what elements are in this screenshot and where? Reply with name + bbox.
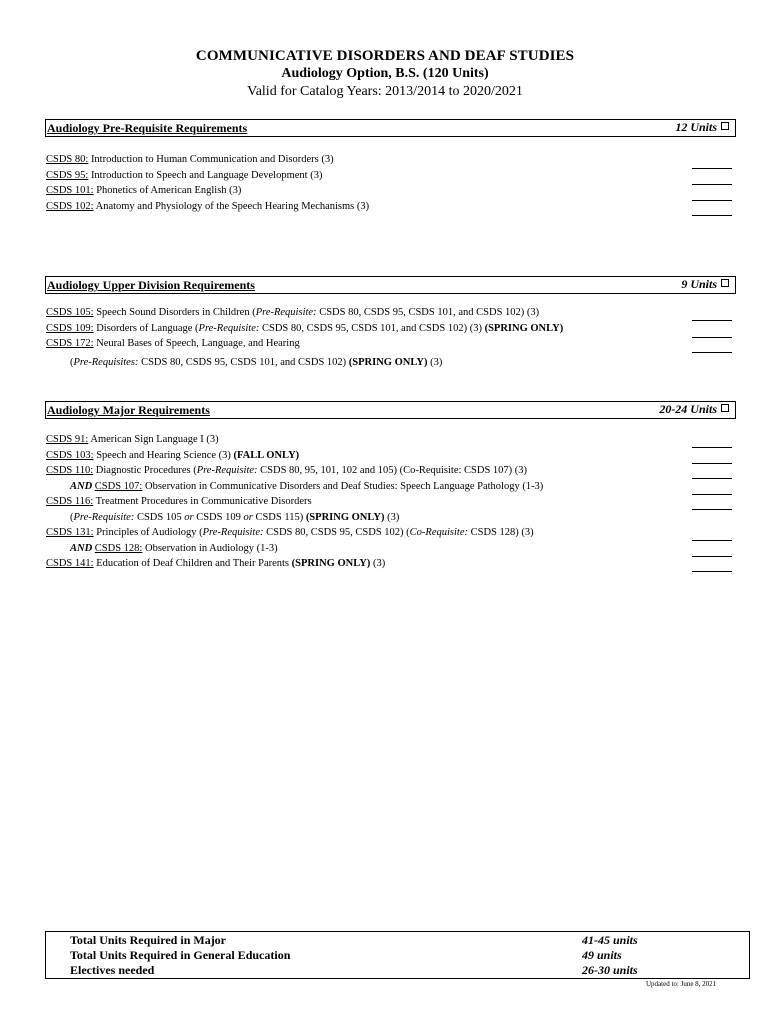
course-csds-102: CSDS 102: Anatomy and Physiology of the Speech Hearing Mechanisms (3) — [46, 200, 370, 212]
upper-checkbox[interactable] — [721, 279, 729, 287]
course-csds-103: CSDS 103: Speech and Hearing Science (3) (FALL ONLY) — [46, 449, 300, 461]
grade-blank[interactable] — [692, 352, 732, 353]
grade-blank[interactable] — [692, 509, 732, 510]
catalog-years: Valid for Catalog Years: 2013/2014 to 2020/2021 — [247, 84, 523, 99]
grade-blank[interactable] — [692, 571, 732, 572]
grade-blank[interactable] — [692, 447, 732, 448]
course-csds-141: CSDS 141: Education of Deaf Children and Their Parents (SPRING ONLY) (3) — [46, 558, 386, 569]
total-ge-value: 49 units — [582, 948, 622, 962]
major-units: 20-24 Units — [659, 402, 729, 417]
total-major-value: 41-45 units — [582, 933, 638, 947]
prereq-section-title: Audiology Pre-Requisite Requirements — [47, 121, 248, 135]
course-csds-105: CSDS 105: Speech Sound Disorders in Children (Pre-Requisite: CSDS 80, CSDS 95, CSDS 101, and CSDS 102) (3) — [46, 307, 540, 318]
grade-blank[interactable] — [692, 184, 732, 185]
major-checkbox[interactable] — [721, 404, 729, 412]
major-section-header — [45, 401, 736, 419]
course-csds-116-prereq: (Pre-Requisite: CSDS 105 or CSDS 109 or CSDS 115) (SPRING ONLY) (3) — [70, 511, 400, 523]
grade-blank[interactable] — [692, 337, 732, 338]
title-block — [0, 47, 770, 101]
grade-blank[interactable] — [692, 168, 732, 169]
electives-label: Electives needed — [70, 963, 155, 977]
course-csds-107: AND CSDS 107: Observation in Communicative Disorders and Deaf Studies: Speech Language Pathology (1-3) — [70, 480, 544, 492]
upper-units: 9 Units — [681, 277, 729, 292]
department-title: COMMUNICATIVE DISORDERS AND DEAF STUDIES — [195, 48, 575, 64]
course-csds-109: CSDS 109: Disorders of Language (Pre-Requisite: CSDS 80, CSDS 95, CSDS 101, and CSDS 102) (3) (SPRING ONLY) — [46, 322, 564, 334]
major-course-list — [46, 432, 686, 572]
course-csds-128: AND CSDS 128: Observation in Audiology (1-3) — [70, 542, 278, 554]
course-csds-172: CSDS 172: Neural Bases of Speech, Language, and Hearing — [46, 338, 300, 349]
prereq-units: 12 Units — [675, 120, 729, 135]
course-csds-91: CSDS 91: American Sign Language I (3) — [46, 434, 219, 445]
major-section-title: Audiology Major Requirements — [47, 403, 210, 417]
course-csds-116: CSDS 116: Treatment Procedures in Communicative Disorders — [46, 496, 312, 507]
upper-section-header — [45, 276, 736, 294]
grade-blank[interactable] — [692, 215, 732, 216]
prereq-section-header — [45, 119, 736, 137]
electives-value: 26-30 units — [582, 963, 638, 977]
upper-course-list — [46, 305, 686, 370]
grade-blank[interactable] — [692, 494, 732, 495]
total-major-label: Total Units Required in Major — [70, 933, 227, 947]
program-title: Audiology Option, B.S. (120 Units) — [281, 66, 489, 81]
upper-section-title: Audiology Upper Division Requirements — [47, 278, 255, 292]
totals-box — [45, 931, 750, 979]
course-csds-80: CSDS 80: Introduction to Human Communication and Disorders (3) — [46, 154, 334, 165]
course-csds-131: CSDS 131: Principles of Audiology (Pre-Requisite: CSDS 80, CSDS 95, CSDS 102) (Co-Requisite: CSDS 128) (3) — [46, 527, 534, 538]
grade-blank[interactable] — [692, 320, 732, 321]
grade-blank[interactable] — [692, 463, 732, 464]
prereq-checkbox[interactable] — [721, 122, 729, 130]
total-ge-label: Total Units Required in General Education — [70, 948, 291, 962]
course-csds-101: CSDS 101: Phonetics of American English (3) — [46, 185, 242, 196]
course-csds-95: CSDS 95: Introduction to Speech and Language Development (3) — [46, 169, 323, 181]
prereq-course-list — [46, 152, 686, 214]
grade-blank[interactable] — [692, 540, 732, 541]
grade-blank[interactable] — [692, 478, 732, 479]
grade-blank[interactable] — [692, 200, 732, 201]
course-csds-172-prereq: (Pre-Requisites: CSDS 80, CSDS 95, CSDS 101, and CSDS 102) (SPRING ONLY) (3) — [70, 356, 443, 368]
updated-date: Updated to: June 8, 2021 — [646, 980, 717, 988]
grade-blank[interactable] — [692, 556, 732, 557]
course-csds-110: CSDS 110: Diagnostic Procedures (Pre-Requisite: CSDS 80, 95, 101, 102 and 105) (Co-Requisite: CSDS 107) (3) — [46, 465, 528, 476]
